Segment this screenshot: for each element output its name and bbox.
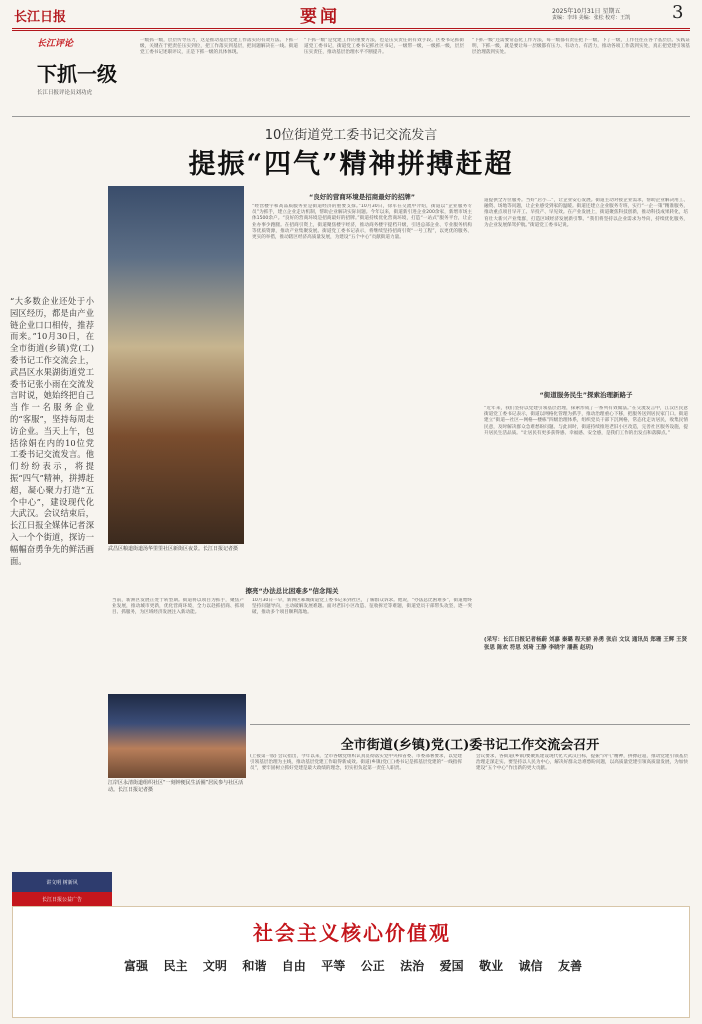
commentary-brand: 长江评论 — [37, 39, 74, 49]
value-integrity: 诚信 — [518, 959, 543, 973]
value-patriotism: 爱国 — [439, 959, 464, 973]
story2-text-2: 会议要求，各街道(乡镇)要聚焦建设现代化大武汉目标，提振“四气”精神，拼搏赶超，推动党建引领基层治理走深走实。要坚持以人民为中心，解决好群众急难愁盼问题，以高质量党建引领高质量发展，为加快建设“五个中心”作出新的更大贡献。 — [476, 754, 688, 772]
section-title: 要闻 — [300, 7, 340, 27]
value-dedication: 敬业 — [479, 959, 504, 973]
main-body-text-1: “经营楼宇和高品质服务业是街道经济的重要支撑。”10月30日，徐军在交流中介绍，街道以“企业服务专员”为抓手，建立企业走访机制，帮助企业解决实际问题。今年以来，街道新引进企业200余家，新增市场主体1500余户。“良好的营商环境是招商最好的招牌。”街道持续优化营商环境，打造“一站式”服务平台，让企业办事少跑腿。在招商引资上，街道聚焦楼宇经济，推动商务楼宇提档升级，引进总部企业、专业服务机构等优质资源，推动产业集聚发展。街道党工委书记表示，将继续坚持招商引资“一号工程”，以更优的服务、更实的举措，推动辖区经济高质量发展，为建设“五个中心”贡献街道力量。 — [252, 204, 472, 241]
commentary-text-1: 一级抓一级，层层传导压力，这是推动基层党建工作落实的有效方法。下抓一级，关键在于把责任压实到位，把工作落实到基层，把问题解决在一线。街道党工委书记述职评议，正是下抓一级的具体体现。 — [140, 38, 298, 56]
story2-text-1: (上接第一版) 会议指出，今年以来，全市各级党组织认真贯彻落实党中央和省委、市委部署要求，以党建引领基层治理为主线，推动基层党建工作取得新成效。街道(乡镇)党(工)委书记是抓基层党建的“一线指挥员”，要牢固树立抓好党建是最大政绩的理念，切实担负起第一责任人职责。 — [250, 754, 462, 772]
subhead-business-environment: “良好的营商环境是招商最好的招牌” — [308, 193, 416, 201]
commentary-divider — [12, 116, 690, 117]
value-civility: 文明 — [202, 959, 227, 973]
public-ad-sponsor: 长江日报公益广告 — [12, 892, 112, 906]
commentary-text-3: “下抓一级”还需要常态化工作方法，每一级都有责任把下一级，下了一级，工作往往在各个基层层。实践证明，下抓一级，就是要让每一层级都有压力、有动力、有活力，推动各项工作落到实处，真正把党建引领基层治理落到实处。 — [472, 38, 690, 56]
value-freedom: 自由 — [281, 959, 306, 973]
story2-headline: 全市街道(乡镇)党(工)委书记工作交流会召开 — [340, 738, 600, 753]
lead-paragraph: “大多数企业还处于小园区经历，都是由产业链企业口口相传，推荐而来。”10月30日，在全市街道(乡镇)党(工)委书记工作交流会上，武昌区水果湖街道党工委书记张小雨在交流发言时说，她始终把自己当作一名服务企业的“客服”，坚持每周走访企业。当天上午，包括徐娟在内的10位党工委书记交流发言。他们纷纷表示，将提振“四气”精神，拼搏赶超，凝心聚力打造“五个中心”，建设现代化大武汉。会议结束后，长江日报全媒体记者深入一个个街道，探访一幅幅奋勇争先的鲜活画面。 — [10, 296, 94, 566]
editor-credits: 责编：李玮 美编：张松 校对：王凯 — [552, 15, 631, 21]
story2-divider — [250, 724, 690, 725]
core-values-row — [123, 959, 583, 974]
value-rule-of-law: 法治 — [400, 959, 425, 973]
value-harmony: 和谐 — [242, 959, 267, 973]
core-values-banner — [12, 906, 690, 1018]
value-equality: 平等 — [321, 959, 346, 973]
main-body-text-left: 当前，新洲区发展正处于转型期。街道将以项目为抓手，聚焦产业发展，推动城市更新，优化营商环境，全力以赴抓招商、抓项目、抓服务，为区域经济发展注入新动能。 — [112, 598, 244, 616]
header-divider — [12, 28, 690, 31]
street-night-photo — [108, 186, 244, 544]
commentary-text-2: “下抓一级”是党建工作的重要方法，也是压实责任的有效手段。区委书记抓街道党工委书记，街道党工委书记抓社区书记，一级带一级，一级抓一级，层层压实责任，推动基层治理水平不断提升。 — [304, 38, 464, 56]
public-ad-strip: 讲文明 树新风 — [12, 872, 112, 892]
reporter-byline: (采写：长江日报记者杨蔚 刘嘉 秦璐 程天骄 孙勇 张启 文议 通讯员 郑珊 王辉 王贤 张思 陈欢 符思 刘琦 王静 李晓宇 潘燕 赵玥) — [484, 637, 688, 651]
subhead-problem-solving: 擦亮“办法总比困难多”信念闯关 — [245, 587, 339, 595]
commentary-headline: 下抓一级 — [37, 62, 117, 86]
photo-caption-2: 江岸区永清街道组织社区“一刻钟便民生活圈”居民参与社区活动。长江日报记者摄 — [108, 780, 244, 793]
value-prosperity: 富强 — [123, 959, 148, 973]
subhead-governance: “街道服务民生”探索治理新路子 — [539, 391, 633, 399]
value-justice: 公正 — [360, 959, 385, 973]
commentary-author: 长江日报评论员刘功虎 — [37, 90, 93, 96]
core-values-title: 社会主义核心价值观 — [253, 921, 451, 945]
newspaper-masthead: 长江日报 — [14, 10, 67, 25]
page-number: 3 — [672, 2, 684, 23]
main-headline: 提振“四气”精神拼搏赶超 — [188, 149, 514, 180]
issue-date: 2025年10月31日 星期五 — [552, 8, 621, 15]
value-friendship: 友善 — [557, 959, 582, 973]
main-body-text-right-2: “近年来，我们坚持以党建引领基层治理，探索形成了一系列有效做法。”在交流发言中，江汉区民意街道党工委书记表示，街道以网格化管理为抓手，推动治理重心下移，把服务送到居民家门口。街道建立“街道—社区—网格—楼栋”四级治理体系，组织党员干部下沉网格，常态化走访居民，收集民情民意，及时解决群众急难愁盼问题。与此同时，街道持续推进老旧小区改造，完善社区服务设施，提升居民生活品质。“让居民有更多获得感、幸福感、安全感，是我们工作的出发点和落脚点。” — [484, 406, 688, 436]
photo-caption-1: 武昌区粮道街道汤华里里社区新街区夜景。长江日报记者摄 — [108, 546, 239, 552]
main-kicker: 10位街道党工委书记交流发言 — [264, 128, 438, 143]
value-democracy: 民主 — [163, 959, 188, 973]
community-event-photo — [108, 694, 246, 778]
main-body-text-2: 10月30日一早，新洲区邾城街道党工委书记来到社区，了解群众诉求。他说，“办法总比困难多”，街道始终坚持问题导向，主动破解发展难题。面对老旧小区改造、征收拆迁等难题，街道党员干部带头攻坚，逐一突破，推动多个项目顺利落地。 — [252, 598, 472, 616]
main-body-text-right-1: 道提供全方位服务。当好“店小二”，让企业安心发展。街道主动对接企业需求，帮助企业解决用工、融资、场地等问题，让企业感受到家的温暖。街道还建立企业服务专班，实行“一企一策”精准服务，推动重点项目早开工、早投产、早见效。在产业发展上，街道聚焦科技创新，推动科技成果转化，培育壮大新兴产业集群，打造区域经济发展新引擎。“我们将坚持以企业需求为导向，持续优化服务，为企业发展保驾护航。”街道党工委书记说。 — [484, 198, 688, 228]
